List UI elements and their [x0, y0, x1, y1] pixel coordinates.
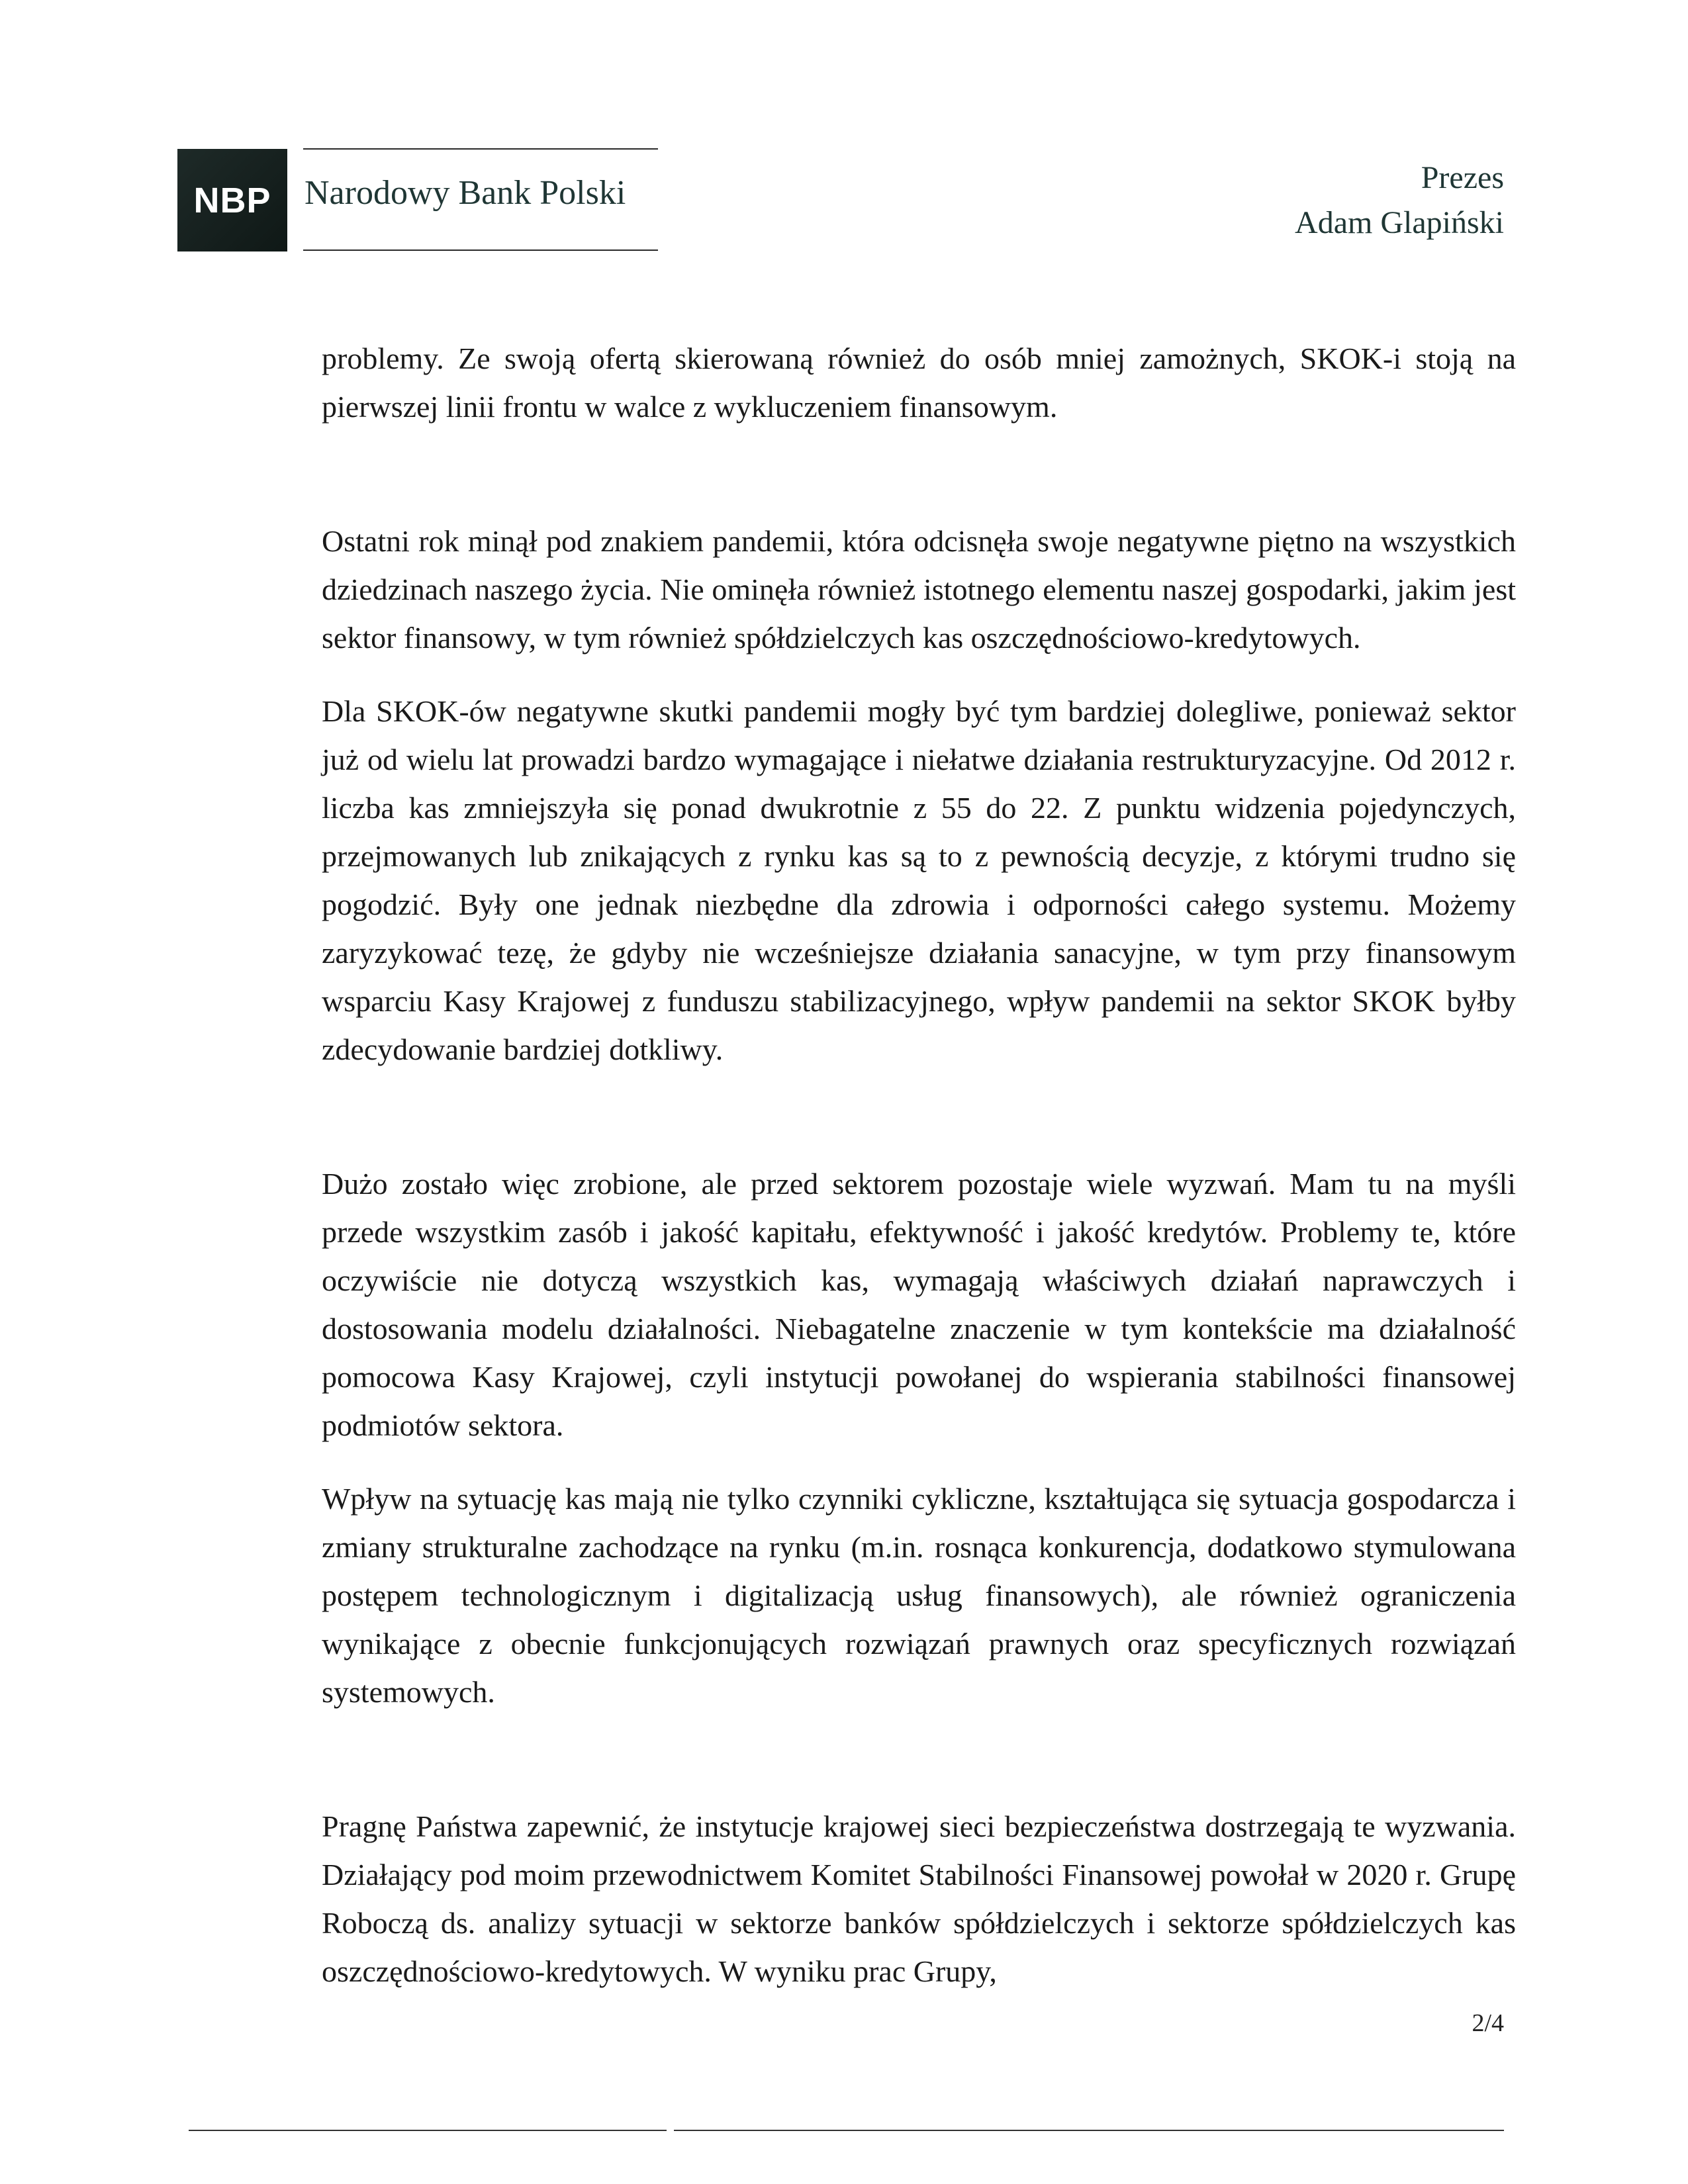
bank-name-bottom-rule	[303, 250, 658, 251]
paragraph-4: Dużo zostało więc zrobione, ale przed sektorem pozostaje wiele wyzwań. Mam tu na myśli przede wszystkim zasób i jakość kapitału, efektywność i jakość kredytów. Problemy te, które oczywiście nie dotyczą wszystkich kas, wymagają właściwych działań naprawczych i dostosowania modelu działalności. Niebagatelne znaczenie w tym kontekście ma działalność pomocowa Kasy Krajowej, czyli instytucji powołanej do wspierania stabilności finansowej podmiotów sektora.	[322, 1167, 1516, 1442]
footer-rule-right	[674, 2130, 1504, 2131]
letter-body	[322, 334, 1516, 1995]
paragraph-3: Dla SKOK-ów negatywne skutki pandemii mogły być tym bardziej dolegliwe, ponieważ sektor już od wielu lat prowadzi bardzo wymagające i niełatwe działania restrukturyzacyjne. Od 2012 r. liczba kas zmniejszyła się ponad dwukrotnie z 55 do 22. Z punktu widzenia pojedynczych, przejmowanych lub znikających z rynku kas są to z pewnością decyzje, z którymi trudno się pogodzić. Były one jednak niezbędne dla zdrowia i odporności całego systemu. Możemy zaryzykować tezę, że gdyby nie wcześniejsze działania sanacyjne, w tym przy finansowym wsparciu Kasy Krajowej z funduszu stabilizacyjnego, wpływ pandemii na sektor SKOK byłby zdecydowanie bardziej dotkliwy.	[322, 694, 1516, 1066]
signatory-name: Adam Glapiński	[1295, 205, 1504, 240]
signatory-header	[1295, 156, 1504, 246]
paragraph-2: Ostatni rok minął pod znakiem pandemii, która odcisnęła swoje negatywne piętno na wszystkich dziedzinach naszego życia. Nie ominęła również istotnego elementu naszej gospodarki, jakim jest sektor finansowy, w tym również spółdzielczych kas oszczędnościowo-kredytowych.	[322, 524, 1516, 655]
bank-name-top-rule	[303, 148, 658, 150]
logo-text: NBP	[193, 180, 271, 220]
bank-name: Narodowy Bank Polski	[305, 174, 626, 212]
page-number: 2/4	[1472, 2009, 1504, 2037]
paragraph-1: problemy. Ze swoją ofertą skierowaną również do osób mniej zamożnych, SKOK-i stoją na pierwszej linii frontu w walce z wykluczeniem finansowym.	[322, 341, 1516, 424]
signatory-title: Prezes	[1421, 160, 1504, 195]
paragraph-5: Wpływ na sytuację kas mają nie tylko czynniki cykliczne, kształtująca się sytuacja gospodarcza i zmiany strukturalne zachodzące na rynku (m.in. rosnąca konkurencja, dodatkowo stymulowana postępem technologicznym i digitalizacją usług finansowych), ale również ograniczenia wynikające z obecnie funkcjonujących rozwiązań prawnych oraz specyficznych rozwiązań systemowych.	[322, 1482, 1516, 1709]
footer-rule-left	[189, 2130, 667, 2131]
paragraph-6: Pragnę Państwa zapewnić, że instytucje krajowej sieci bezpieczeństwa dostrzegają te wyzwania. Działający pod moim przewodnictwem Komitet Stabilności Finansowej powołał w 2020 r. Grupę Roboczą ds. analizy sytuacji w sektorze banków spółdzielczych i sektorze spółdzielczych kas oszczędnościowo-kredytowych. W wyniku prac Grupy,	[322, 1809, 1516, 1988]
nbp-logo	[177, 149, 287, 251]
